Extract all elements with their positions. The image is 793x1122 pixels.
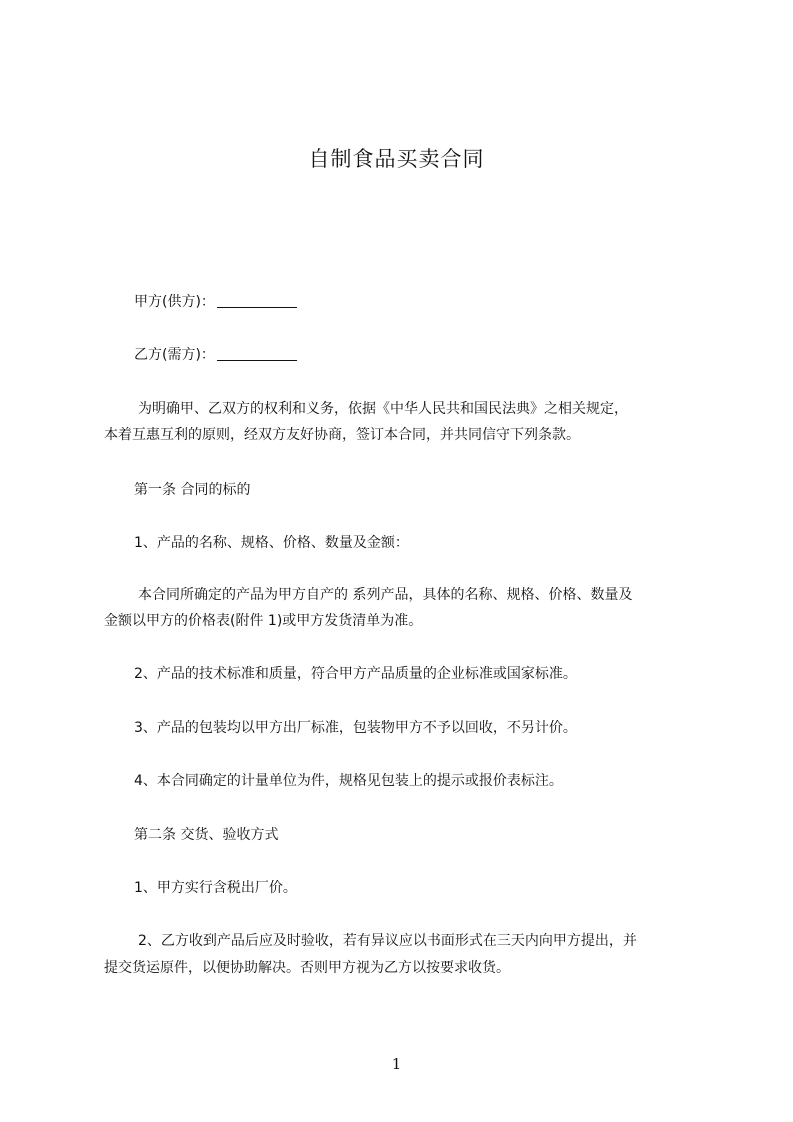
article-2-heading: 第二条 交货、验收方式 <box>134 827 279 843</box>
document-title: 自制食品买卖合同 <box>308 147 485 171</box>
party-a-line <box>104 292 746 312</box>
clause-1-2: 2、产品的技术标准和质量，符合甲方产品质量的企业标准或国家标准。 <box>134 666 577 682</box>
clause-1-4: 4、本合同确定的计量单位为件，规格见包装上的提示或报价表标注。 <box>134 773 563 789</box>
party-b-label: 乙方(需方)： <box>134 347 215 363</box>
article-1-heading: 第一条 合同的标的 <box>134 482 251 498</box>
clause-2-2-line-1: 2、乙方收到产品后应及时验收，若有异议应以书面形式在三天内向甲方提出，并 <box>138 933 637 949</box>
clause-1-1-detail-line-2: 金额以甲方的价格表(附件 1)或甲方发货清单为准。 <box>104 613 423 629</box>
party-a-blank <box>217 293 297 308</box>
clause-2-1: 1、甲方实行含税出厂价。 <box>134 880 297 896</box>
clause-2-2-line-2: 提交货运原件，以便协助解决。否则甲方视为乙方以按要求收货。 <box>104 960 510 976</box>
page-number: 1 <box>391 1055 402 1073</box>
intro-paragraph-line-1: 为明确甲、乙双方的权利和义务，依据《中华人民共和国民法典》之相关规定， <box>138 401 628 417</box>
clause-1-3: 3、产品的包装均以甲方出厂标准，包装物甲方不予以回收，不另计价。 <box>134 720 577 736</box>
clause-1-1-detail-line-1: 本合同所确定的产品为甲方自产的 系列产品，具体的名称、规格、价格、数量及 <box>138 587 633 603</box>
party-b-line <box>104 345 746 365</box>
party-a-label: 甲方(供方)： <box>134 294 215 310</box>
party-b-blank <box>217 346 297 361</box>
intro-paragraph-line-2: 本着互惠互利的原则，经双方友好协商，签订本合同，并共同信守下列条款。 <box>104 427 580 443</box>
clause-1-1: 1、产品的名称、规格、价格、数量及金额： <box>134 535 409 551</box>
